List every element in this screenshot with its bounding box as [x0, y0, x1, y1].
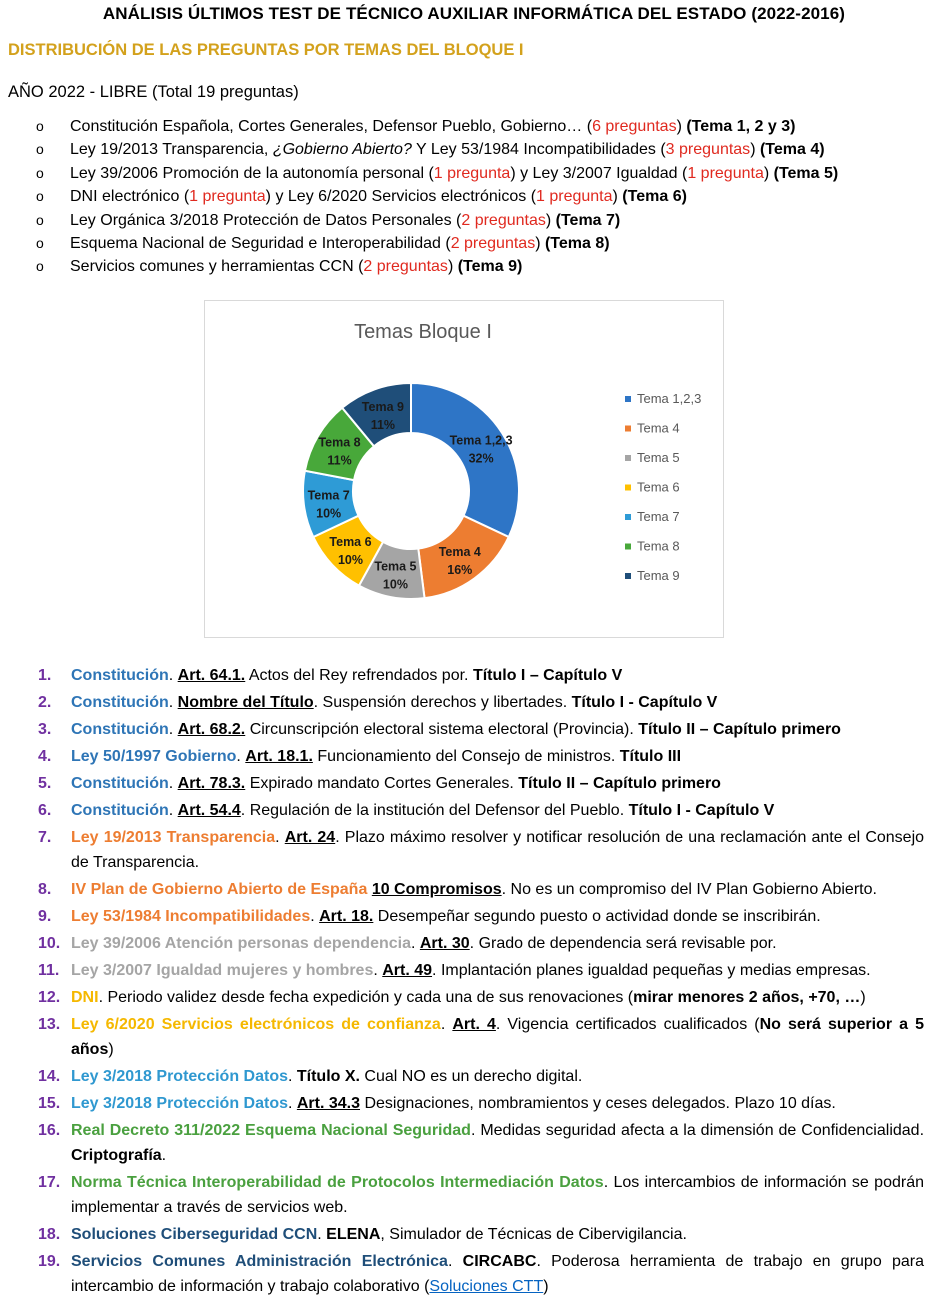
bullet-icon: o — [36, 164, 44, 181]
slice-label: Tema 4 — [438, 545, 481, 560]
law-name: DNI — [71, 989, 99, 1006]
law-name: Norma Técnica Interoperabilidad de Protocolos Intermediación Datos — [71, 1174, 604, 1191]
legend-swatch — [625, 455, 631, 461]
question-item — [0, 1249, 924, 1299]
question-count: 2 preguntas — [461, 211, 546, 229]
topic-text: ) y Ley 6/2020 Servicios electrónicos ( — [265, 188, 537, 206]
question-text: . Vigencia certificados cualificados ( — [495, 1016, 760, 1033]
law-name: Ley 50/1997 Gobierno — [71, 748, 237, 765]
question-text: . — [168, 694, 178, 711]
question-number: 2. — [38, 694, 52, 711]
bold-reference: ELENA — [326, 1226, 381, 1243]
slice-label: Tema 6 — [329, 534, 372, 549]
question-item — [0, 1012, 924, 1062]
question-item — [0, 958, 924, 983]
article-reference: Art. 64.1. — [177, 667, 246, 684]
document-title: ANÁLISIS ÚLTIMOS TEST DE TÉCNICO AUXILIAR INFORMÁTICA DEL ESTADO (2022-2016) — [102, 4, 846, 23]
donut-slice — [411, 383, 519, 537]
bold-reference: Título II – Capítulo primero — [638, 721, 841, 738]
bullet-icon: o — [36, 118, 44, 134]
topic-text: Ley 39/2006 Promoción de la autonomía personal ( — [70, 164, 434, 182]
question-number: 13. — [38, 1016, 61, 1033]
question-number: 18. — [38, 1226, 61, 1243]
question-text: . — [168, 775, 178, 792]
question-text: . — [168, 802, 178, 819]
topic-text: Constitución Española, Cortes Generales, Defensor Pueblo, Gobierno… ( — [70, 118, 593, 135]
article-reference: Art. 34.3 — [296, 1095, 361, 1112]
question-number: 5. — [38, 775, 52, 792]
topic-text: ) — [612, 188, 618, 206]
law-name: Ley 3/2018 Protección Datos — [71, 1068, 288, 1085]
question-number: 7. — [38, 829, 52, 846]
question-text: ) — [860, 989, 866, 1006]
topic-italic-text: ¿Gobierno Abierto? — [272, 141, 412, 159]
slice-value-label: 32% — [468, 451, 494, 466]
question-count: 3 preguntas — [665, 141, 751, 159]
question-number: 14. — [38, 1068, 61, 1085]
question-number: 8. — [38, 881, 52, 898]
bold-reference: Título I – Capítulo V — [472, 667, 623, 684]
question-item — [0, 985, 924, 1010]
question-number: 6. — [38, 802, 52, 819]
question-text: . Periodo validez desde fecha expedición y cada una de sus renovaciones ( — [98, 989, 634, 1006]
question-number: 9. — [38, 908, 52, 925]
article-reference: 10 Compromisos — [371, 881, 502, 898]
topic-item — [36, 162, 838, 185]
slice-label: Tema 9 — [361, 399, 404, 414]
legend-label: Tema 7 — [637, 509, 680, 524]
legend-swatch — [625, 573, 631, 579]
topic-text: Y Ley 53/1984 Incompatibilidades ( — [411, 141, 666, 159]
question-text: . — [236, 748, 246, 765]
law-name: Constitución — [71, 802, 169, 819]
slice-label: Tema 5 — [374, 559, 417, 574]
slice-value-label: 16% — [447, 563, 473, 578]
law-name: Constitución — [71, 721, 169, 738]
question-number: 3. — [38, 721, 52, 738]
question-number: 16. — [38, 1122, 61, 1139]
tema-reference: (Tema 4) — [755, 141, 825, 159]
question-text: . Suspensión derechos y libertades. — [313, 694, 572, 711]
question-text: Expirado mandato Cortes Generales. — [245, 775, 519, 792]
question-item — [0, 825, 924, 875]
question-number: 4. — [38, 748, 52, 765]
question-item — [0, 1170, 924, 1220]
question-item — [0, 1064, 924, 1089]
topic-text: ) — [763, 164, 770, 182]
bold-reference: Título I - Capítulo V — [571, 694, 718, 711]
law-name: Ley 3/2007 Igualdad mujeres y hombres — [71, 962, 374, 979]
legend-swatch — [625, 426, 631, 432]
question-text: Funcionamiento del Consejo de ministros. — [312, 748, 620, 765]
question-text: . Grado de dependencia será revisable por. — [469, 935, 777, 952]
topic-text: ) — [750, 141, 756, 159]
article-reference: Art. 18. — [319, 908, 374, 925]
bullet-icon: o — [36, 258, 44, 275]
slice-value-label: 11% — [370, 417, 396, 432]
question-text: Circunscripción electoral sistema electoral (Provincia). — [245, 721, 639, 738]
topic-item — [36, 255, 838, 278]
question-number: 12. — [38, 989, 61, 1006]
question-text: Desempeñar segundo puesto o actividad donde se inscribirán. — [373, 908, 821, 925]
question-text: ) — [543, 1278, 549, 1295]
article-reference: Art. 49 — [382, 962, 433, 979]
question-item — [0, 798, 924, 823]
tema-reference: (Tema 9) — [453, 258, 523, 276]
question-text: . — [310, 908, 320, 925]
legend-swatch — [625, 396, 631, 402]
question-item — [0, 690, 924, 715]
slice-value-label: 10% — [316, 506, 342, 521]
article-reference: Art. 68.2. — [177, 721, 246, 738]
bold-reference: Criptografía — [71, 1147, 162, 1164]
question-item — [0, 744, 924, 769]
article-reference: Art. 4 — [452, 1016, 496, 1033]
question-text: . — [410, 935, 420, 952]
slice-value-label: 10% — [337, 552, 364, 567]
slice-label: Tema 7 — [307, 488, 350, 503]
year-heading: AÑO 2022 - LIBRE (Total 19 preguntas) — [8, 83, 299, 101]
topic-item — [36, 185, 838, 208]
law-name: Soluciones Ciberseguridad CCN — [71, 1226, 318, 1243]
legend-swatch — [625, 485, 631, 491]
question-text: . — [275, 829, 285, 846]
article-reference: Nombre del Título — [177, 694, 314, 711]
legend-label: Tema 4 — [637, 420, 680, 436]
slice-label: Tema 1,2,3 — [449, 433, 513, 448]
law-name: Constitución — [71, 694, 169, 711]
question-item — [0, 1091, 924, 1116]
question-item — [0, 904, 924, 929]
question-text: Actos del Rey refrendados por. — [245, 667, 473, 684]
question-list — [0, 663, 924, 1301]
topic-item — [36, 232, 838, 255]
soluciones-ctt-link[interactable]: Soluciones CTT — [429, 1278, 544, 1295]
legend-swatch — [625, 514, 631, 520]
question-text: ) — [108, 1041, 114, 1058]
bullet-icon: o — [36, 141, 44, 158]
topic-text: ) — [447, 258, 454, 276]
question-item — [0, 877, 924, 902]
question-item — [0, 1118, 924, 1168]
donut-chart — [205, 301, 723, 637]
question-text: . Plazo máximo resolver y notificar resolución de una reclamación ante el Consejo de Transparencia. — [71, 829, 925, 871]
legend-label: Tema 8 — [637, 538, 680, 554]
question-item — [0, 931, 924, 956]
tema-reference: (Tema 6) — [617, 188, 687, 206]
question-text: . — [287, 1095, 297, 1112]
law-name: Ley 39/2006 Atención personas dependencia — [71, 935, 411, 952]
bold-reference: Título III — [619, 748, 682, 765]
topic-item — [36, 138, 838, 161]
bold-reference: Título I - Capítulo V — [628, 802, 775, 819]
question-count: 1 pregunta — [687, 164, 764, 182]
question-text: . Los intercambios de información se podrán implementar a través de servicios web. — [71, 1174, 924, 1216]
article-reference: Art. 24 — [284, 829, 336, 846]
slice-value-label: 11% — [327, 453, 352, 468]
article-reference: Art. 30 — [419, 935, 470, 952]
question-text: . Poderosa herramienta de trabajo en grupo para intercambio de información y trabajo colaborativo ( — [71, 1253, 925, 1295]
tema-reference: (Tema 7) — [551, 211, 621, 229]
question-count: 1 pregunta — [433, 164, 511, 182]
tema-reference: (Tema 5) — [769, 164, 839, 182]
chart-title: Temas Bloque I — [354, 321, 492, 343]
legend-label: Tema 6 — [637, 479, 680, 495]
question-number: 10. — [38, 935, 61, 952]
question-count: 2 preguntas — [363, 258, 448, 276]
slice-value-label: 10% — [382, 577, 408, 592]
section-subtitle: DISTRIBUCIÓN DE LAS PREGUNTAS POR TEMAS DEL BLOQUE I — [8, 41, 524, 59]
question-text: . — [161, 1147, 167, 1164]
bold-reference: CIRCABC — [462, 1253, 537, 1270]
question-text: . Regulación de la institución del Defensor del Pueblo. — [240, 802, 629, 819]
topic-item — [36, 209, 838, 232]
topic-text: Ley Orgánica 3/2018 Protección de Datos Personales ( — [70, 211, 462, 229]
bullet-icon: o — [36, 188, 44, 205]
topic-list — [36, 115, 838, 279]
legend-swatch — [625, 544, 631, 550]
slice-label: Tema 8 — [318, 435, 361, 450]
topic-text: ) y Ley 3/2007 Igualdad ( — [510, 164, 688, 182]
question-text: . — [440, 1016, 453, 1033]
law-name: Constitución — [71, 667, 169, 684]
question-text: Cual NO es un derecho digital. — [359, 1068, 583, 1085]
question-item — [0, 1222, 924, 1247]
question-text: . — [373, 962, 383, 979]
question-text: . Medidas seguridad afecta a la dimensión de Confidencialidad. — [470, 1122, 925, 1139]
bold-reference: Título X. — [296, 1068, 360, 1085]
law-name: Ley 53/1984 Incompatibilidades — [71, 908, 311, 925]
question-number: 11. — [38, 962, 60, 979]
question-item — [0, 663, 924, 688]
article-reference: Art. 18.1. — [245, 748, 313, 765]
question-count: 2 preguntas — [450, 234, 536, 252]
law-name: Constitución — [71, 775, 169, 792]
question-text: . — [317, 1226, 327, 1243]
question-number: 1. — [38, 667, 52, 684]
question-text: . — [168, 667, 178, 684]
question-number: 15. — [38, 1095, 61, 1112]
question-number: 19. — [38, 1253, 61, 1270]
question-text: . — [168, 721, 178, 738]
law-name: Ley 19/2013 Transparencia — [71, 829, 276, 846]
topic-text: Servicios comunes y herramientas CCN ( — [70, 258, 364, 276]
tema-reference: (Tema 8) — [540, 234, 610, 252]
question-text: . — [287, 1068, 297, 1085]
law-name: Servicios Comunes Administración Electrónica — [71, 1253, 448, 1270]
question-item — [0, 717, 924, 742]
law-name: Ley 3/2018 Protección Datos — [71, 1095, 288, 1112]
law-name: Real Decreto 311/2022 Esquema Nacional Seguridad — [71, 1122, 471, 1139]
article-reference: Art. 78.3. — [177, 775, 246, 792]
question-count: 6 preguntas — [592, 118, 677, 135]
bullet-icon: o — [36, 234, 44, 251]
topic-text: Esquema Nacional de Seguridad e Interoperabilidad ( — [70, 234, 451, 252]
bold-reference: mirar menores 2 años, +70, … — [633, 989, 861, 1006]
bold-reference: No será superior a 5 años — [71, 1016, 925, 1058]
question-count: 1 pregunta — [189, 188, 266, 206]
legend-label: Tema 1,2,3 — [637, 391, 702, 406]
legend-label: Tema 9 — [637, 568, 680, 583]
question-text: Designaciones, nombramientos y ceses delegados. Plazo 10 días. — [360, 1095, 836, 1112]
topic-text: ) — [676, 118, 682, 135]
legend-label: Tema 5 — [637, 450, 680, 465]
bold-reference: Título II – Capítulo primero — [518, 775, 721, 792]
tema-reference: (Tema 1, 2 y 3) — [681, 118, 796, 135]
topic-item — [36, 115, 838, 138]
question-text: . Implantación planes igualdad pequeñas y medias empresas. — [432, 962, 871, 979]
article-reference: Art. 54.4 — [177, 802, 241, 819]
topic-text: ) — [535, 234, 541, 252]
question-number: 17. — [38, 1174, 61, 1191]
law-name: Ley 6/2020 Servicios electrónicos de confianza — [71, 1016, 441, 1033]
question-text: . — [447, 1253, 463, 1270]
question-text: . No es un compromiso del IV Plan Gobierno Abierto. — [501, 881, 877, 898]
chart-container — [204, 300, 724, 638]
law-name: IV Plan de Gobierno Abierto de España — [71, 881, 368, 898]
topic-text: DNI electrónico ( — [70, 188, 190, 206]
question-item — [0, 771, 924, 796]
question-text: , Simulador de Técnicas de Cibervigilancia. — [380, 1226, 687, 1243]
question-count: 1 pregunta — [536, 188, 613, 206]
topic-text: ) — [545, 211, 552, 229]
topic-text: Ley 19/2013 Transparencia, — [70, 141, 273, 159]
bullet-icon: o — [36, 211, 44, 228]
